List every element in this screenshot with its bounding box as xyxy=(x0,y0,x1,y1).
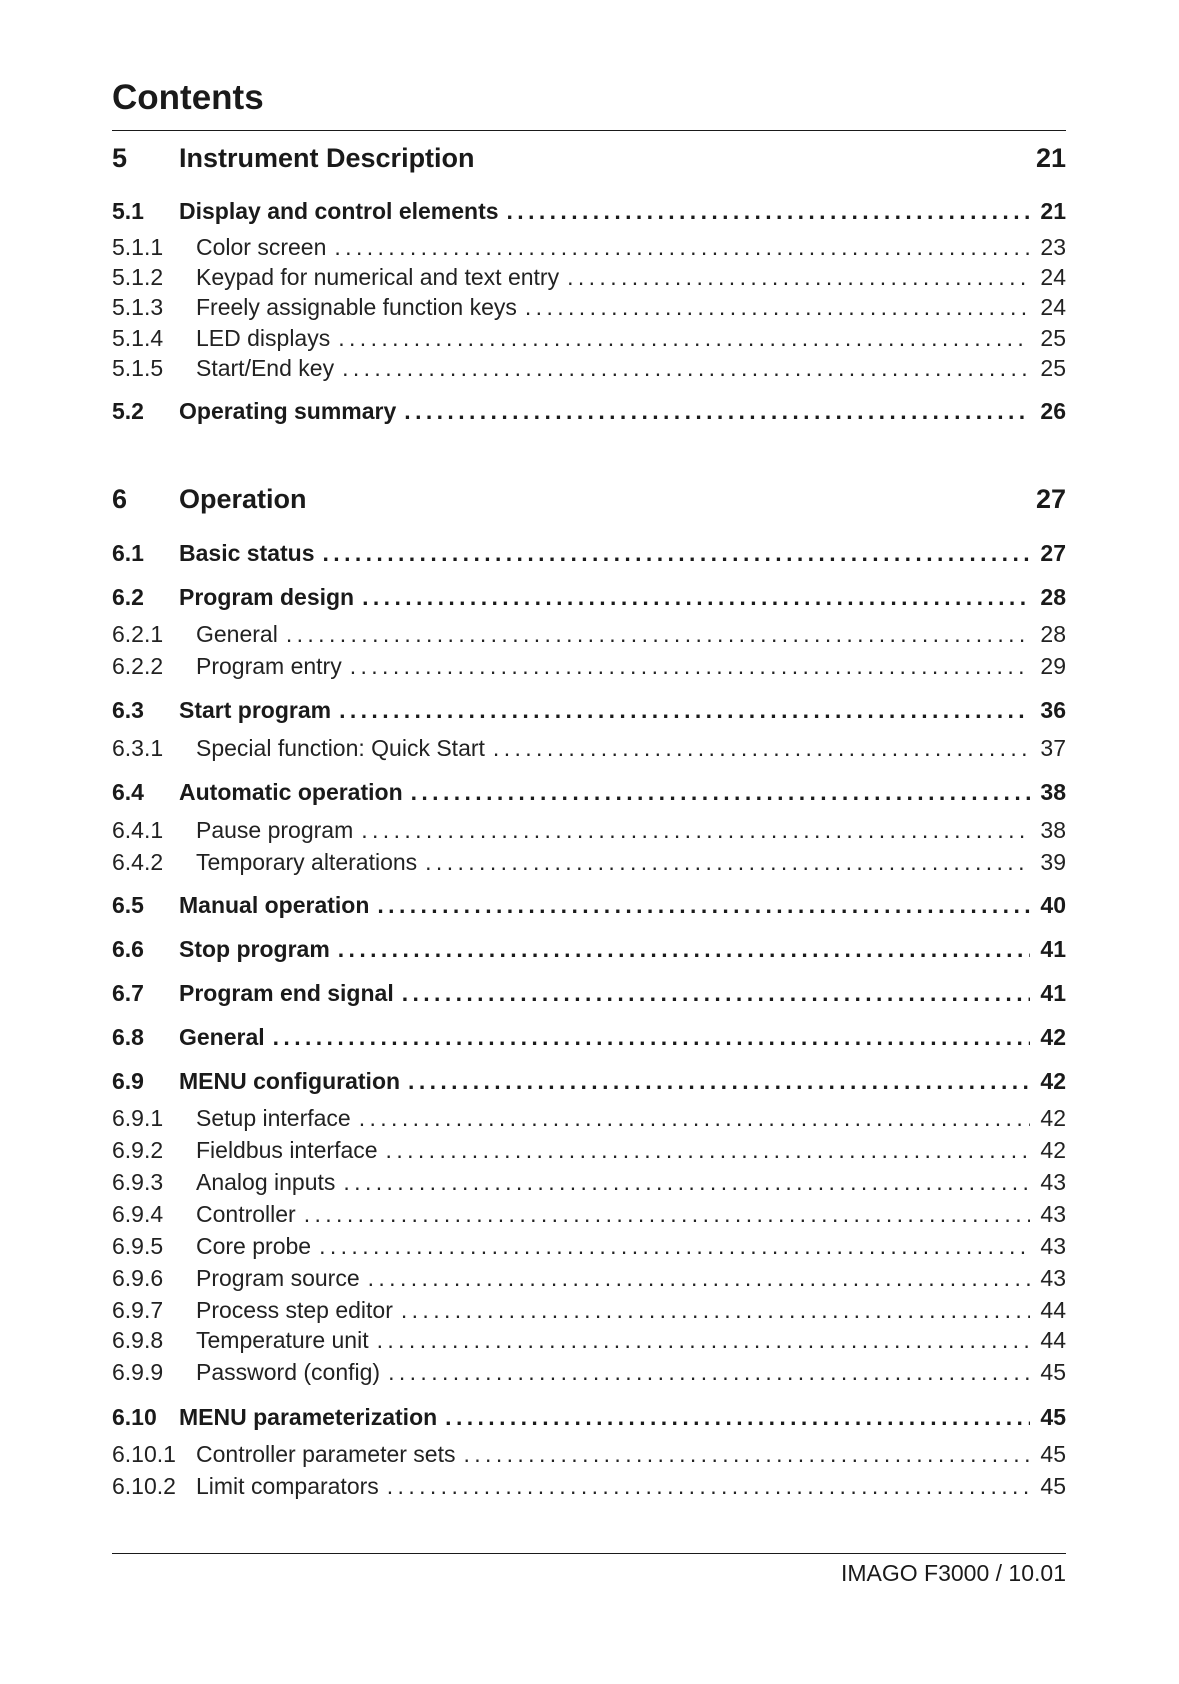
entry-label: Program end signal xyxy=(179,980,394,1006)
dot-leader xyxy=(401,1297,1030,1324)
toc-entry-6-4-2[interactable] xyxy=(112,849,1066,876)
toc-entry-6-9-5[interactable] xyxy=(112,1233,1066,1260)
entry-label: Instrument Description xyxy=(179,143,475,173)
entry-label: Operation xyxy=(179,484,307,514)
entry-page: 45 xyxy=(1040,1473,1066,1499)
entry-page: 45 xyxy=(1040,1359,1066,1385)
entry-page: 29 xyxy=(1040,653,1066,679)
dot-leader xyxy=(387,1473,1030,1500)
entry-label: Pause program xyxy=(196,817,354,843)
entry-number: 6.9.3 xyxy=(112,1169,164,1195)
toc-entry-6-9-6[interactable] xyxy=(112,1265,1066,1292)
entry-label: Analog inputs xyxy=(196,1169,336,1195)
toc-entry-5-1-3[interactable] xyxy=(112,294,1066,321)
dot-leader xyxy=(368,1265,1030,1292)
entry-label: MENU configuration xyxy=(179,1068,401,1094)
dot-leader xyxy=(408,1068,1030,1095)
entry-page: 44 xyxy=(1040,1297,1066,1323)
entry-page: 45 xyxy=(1040,1404,1066,1430)
toc-entry-6-7[interactable] xyxy=(112,980,1066,1007)
dot-leader xyxy=(388,1359,1030,1386)
entry-label: Program design xyxy=(179,584,355,610)
toc-entry-5-1[interactable] xyxy=(112,198,1066,225)
bottom-rule xyxy=(112,1553,1066,1554)
toc-entry-6-4-1[interactable] xyxy=(112,817,1066,844)
toc-entry-6-1[interactable] xyxy=(112,540,1066,567)
entry-page: 25 xyxy=(1040,355,1066,381)
toc-entry-5-1-2[interactable] xyxy=(112,264,1066,291)
dot-leader xyxy=(323,540,1030,567)
dot-leader xyxy=(361,817,1030,844)
entry-page: 42 xyxy=(1040,1024,1066,1050)
entry-page: 25 xyxy=(1040,325,1066,351)
entry-number: 6.10.2 xyxy=(112,1473,176,1499)
entry-number: 6.9.2 xyxy=(112,1137,164,1163)
dot-leader xyxy=(319,1233,1030,1260)
entry-label: Automatic operation xyxy=(179,779,403,805)
entry-page: 27 xyxy=(1040,540,1066,566)
page-title: Contents xyxy=(112,78,264,117)
toc-entry-6-9-2[interactable] xyxy=(112,1137,1066,1164)
toc-entry-6-10[interactable] xyxy=(112,1404,1066,1431)
entry-page: 42 xyxy=(1040,1068,1066,1094)
entry-label: Special function: Quick Start xyxy=(196,735,485,761)
toc-entry-6-2-1[interactable] xyxy=(112,621,1066,648)
dot-leader xyxy=(404,398,1030,425)
toc-entry-6-3-1[interactable] xyxy=(112,735,1066,762)
entry-number: 6.4.2 xyxy=(112,849,164,875)
entry-page: 28 xyxy=(1040,584,1066,610)
dot-leader xyxy=(386,1137,1030,1164)
toc-entry-6-9-7[interactable] xyxy=(112,1297,1066,1324)
entry-page: 28 xyxy=(1040,621,1066,647)
toc-entry-6-9-8[interactable] xyxy=(112,1327,1066,1354)
dot-leader xyxy=(377,1327,1030,1354)
toc-entry-6-10-1[interactable] xyxy=(112,1441,1066,1468)
entry-label: Password (config) xyxy=(196,1359,381,1385)
entry-label: Stop program xyxy=(179,936,330,962)
toc-entry-6-2-2[interactable] xyxy=(112,653,1066,680)
entry-label: MENU parameterization xyxy=(179,1404,438,1430)
toc-entry-5-1-5[interactable] xyxy=(112,355,1066,382)
entry-page: 24 xyxy=(1040,294,1066,320)
entry-number: 6.10 xyxy=(112,1404,157,1430)
entry-number: 6.6 xyxy=(112,936,144,962)
entry-page: 36 xyxy=(1040,697,1066,723)
dot-leader xyxy=(377,892,1030,919)
entry-number: 6.9 xyxy=(112,1068,144,1094)
entry-label: Basic status xyxy=(179,540,315,566)
entry-page: 40 xyxy=(1040,892,1066,918)
entry-label: Freely assignable function keys xyxy=(196,294,517,320)
toc-entry-6-9-4[interactable] xyxy=(112,1201,1066,1228)
entry-number: 6.4 xyxy=(112,779,144,805)
entry-page: 41 xyxy=(1040,980,1066,1006)
toc-entry-6-3[interactable] xyxy=(112,697,1066,724)
entry-label: General xyxy=(179,1024,265,1050)
entry-number: 6.9.1 xyxy=(112,1105,164,1131)
toc-entry-6-9-9[interactable] xyxy=(112,1359,1066,1386)
entry-number: 6.8 xyxy=(112,1024,144,1050)
entry-label: Color screen xyxy=(196,234,327,260)
entry-page: 37 xyxy=(1040,735,1066,761)
top-rule xyxy=(112,130,1066,131)
dot-leader xyxy=(338,936,1030,963)
entry-page: 24 xyxy=(1040,264,1066,290)
entry-page: 39 xyxy=(1040,849,1066,875)
dot-leader xyxy=(304,1201,1030,1228)
entry-label: Display and control elements xyxy=(179,198,499,224)
entry-number: 5.1.4 xyxy=(112,325,164,351)
entry-page: 44 xyxy=(1040,1327,1066,1353)
entry-number: 6.2.2 xyxy=(112,653,164,679)
entry-page: 27 xyxy=(1035,484,1066,514)
toc-entry-5-1-4[interactable] xyxy=(112,325,1066,352)
entry-number: 6.9.7 xyxy=(112,1297,164,1323)
entry-number: 6.9.4 xyxy=(112,1201,164,1227)
entry-label: Temperature unit xyxy=(196,1327,369,1353)
entry-number: 6.3 xyxy=(112,697,144,723)
entry-number: 5.1.3 xyxy=(112,294,164,320)
entry-page: 42 xyxy=(1040,1105,1066,1131)
entry-number: 6.5 xyxy=(112,892,144,918)
toc-entry-6-9-1[interactable] xyxy=(112,1105,1066,1132)
dot-leader xyxy=(339,697,1030,724)
entry-number: 5.1.5 xyxy=(112,355,164,381)
entry-number: 6.9.5 xyxy=(112,1233,164,1259)
entry-number: 6.10.1 xyxy=(112,1441,176,1467)
dot-leader xyxy=(338,325,1030,352)
entry-label: Limit comparators xyxy=(196,1473,379,1499)
entry-number: 6.2.1 xyxy=(112,621,164,647)
entry-label: LED displays xyxy=(196,325,331,351)
toc-chapter-5[interactable] xyxy=(112,143,1066,174)
toc-entry-6-5[interactable] xyxy=(112,892,1066,919)
toc-entry-6-6[interactable] xyxy=(112,936,1066,963)
toc-page xyxy=(112,0,1066,1684)
entry-label: Keypad for numerical and text entry xyxy=(196,264,560,290)
entry-label: Controller parameter sets xyxy=(196,1441,456,1467)
entry-label: Controller xyxy=(196,1201,296,1227)
entry-number: 6.9.8 xyxy=(112,1327,164,1353)
entry-page: 43 xyxy=(1040,1265,1066,1291)
toc-entry-6-9[interactable] xyxy=(112,1068,1066,1095)
entry-page: 43 xyxy=(1040,1201,1066,1227)
dot-leader xyxy=(343,1169,1030,1196)
entry-label: Temporary alterations xyxy=(196,849,418,875)
toc-entry-6-4[interactable] xyxy=(112,779,1066,806)
entry-number: 6.9.6 xyxy=(112,1265,164,1291)
dot-leader xyxy=(362,584,1030,611)
entry-label: Operating summary xyxy=(179,398,397,424)
dot-leader xyxy=(402,980,1030,1007)
dot-leader xyxy=(342,355,1030,382)
dot-leader xyxy=(334,234,1030,261)
entry-label: Start/End key xyxy=(196,355,335,381)
dot-leader xyxy=(525,294,1030,321)
entry-page: 41 xyxy=(1040,936,1066,962)
dot-leader xyxy=(445,1404,1030,1431)
entry-number: 5.1.2 xyxy=(112,264,164,290)
toc-entry-6-10-2[interactable] xyxy=(112,1473,1066,1500)
entry-page: 21 xyxy=(1040,198,1066,224)
entry-label: Program entry xyxy=(196,653,342,679)
entry-page: 45 xyxy=(1040,1441,1066,1467)
toc-entry-6-9-3[interactable] xyxy=(112,1169,1066,1196)
entry-number: 6 xyxy=(112,484,128,514)
entry-number: 6.9.9 xyxy=(112,1359,164,1385)
dot-leader xyxy=(567,264,1030,291)
entry-page: 26 xyxy=(1040,398,1066,424)
entry-label: Program source xyxy=(196,1265,360,1291)
dot-leader xyxy=(411,779,1030,806)
entry-number: 6.4.1 xyxy=(112,817,164,843)
dot-leader xyxy=(273,1024,1030,1051)
dot-leader xyxy=(464,1441,1031,1468)
footer-document-id: IMAGO F3000 / 10.01 xyxy=(840,1560,1066,1586)
entry-number: 5 xyxy=(112,143,128,173)
dot-leader xyxy=(359,1105,1030,1132)
entry-label: Setup interface xyxy=(196,1105,351,1131)
toc-entry-5-2[interactable] xyxy=(112,398,1066,425)
entry-page: 38 xyxy=(1040,779,1066,805)
entry-number: 6.7 xyxy=(112,980,144,1006)
toc-entry-5-1-1[interactable] xyxy=(112,234,1066,261)
dot-leader xyxy=(493,735,1030,762)
entry-page: 43 xyxy=(1040,1169,1066,1195)
dot-leader xyxy=(507,198,1030,225)
entry-number: 5.1 xyxy=(112,198,144,224)
entry-number: 6.3.1 xyxy=(112,735,164,761)
entry-number: 6.1 xyxy=(112,540,144,566)
entry-number: 5.2 xyxy=(112,398,144,424)
dot-leader xyxy=(425,849,1030,876)
toc-chapter-6[interactable] xyxy=(112,484,1066,515)
toc-entry-6-2[interactable] xyxy=(112,584,1066,611)
entry-number: 5.1.1 xyxy=(112,234,164,260)
toc-entry-6-8[interactable] xyxy=(112,1024,1066,1051)
entry-page: 43 xyxy=(1040,1233,1066,1259)
entry-label: Fieldbus interface xyxy=(196,1137,378,1163)
entry-page: 21 xyxy=(1035,143,1066,173)
entry-label: Start program xyxy=(179,697,332,723)
entry-label: Manual operation xyxy=(179,892,370,918)
entry-label: Core probe xyxy=(196,1233,312,1259)
entry-number: 6.2 xyxy=(112,584,144,610)
entry-page: 23 xyxy=(1040,234,1066,260)
dot-leader xyxy=(350,653,1030,680)
entry-page: 38 xyxy=(1040,817,1066,843)
entry-label: Process step editor xyxy=(196,1297,393,1323)
dot-leader xyxy=(286,621,1030,648)
entry-page: 42 xyxy=(1040,1137,1066,1163)
entry-label: General xyxy=(196,621,278,647)
